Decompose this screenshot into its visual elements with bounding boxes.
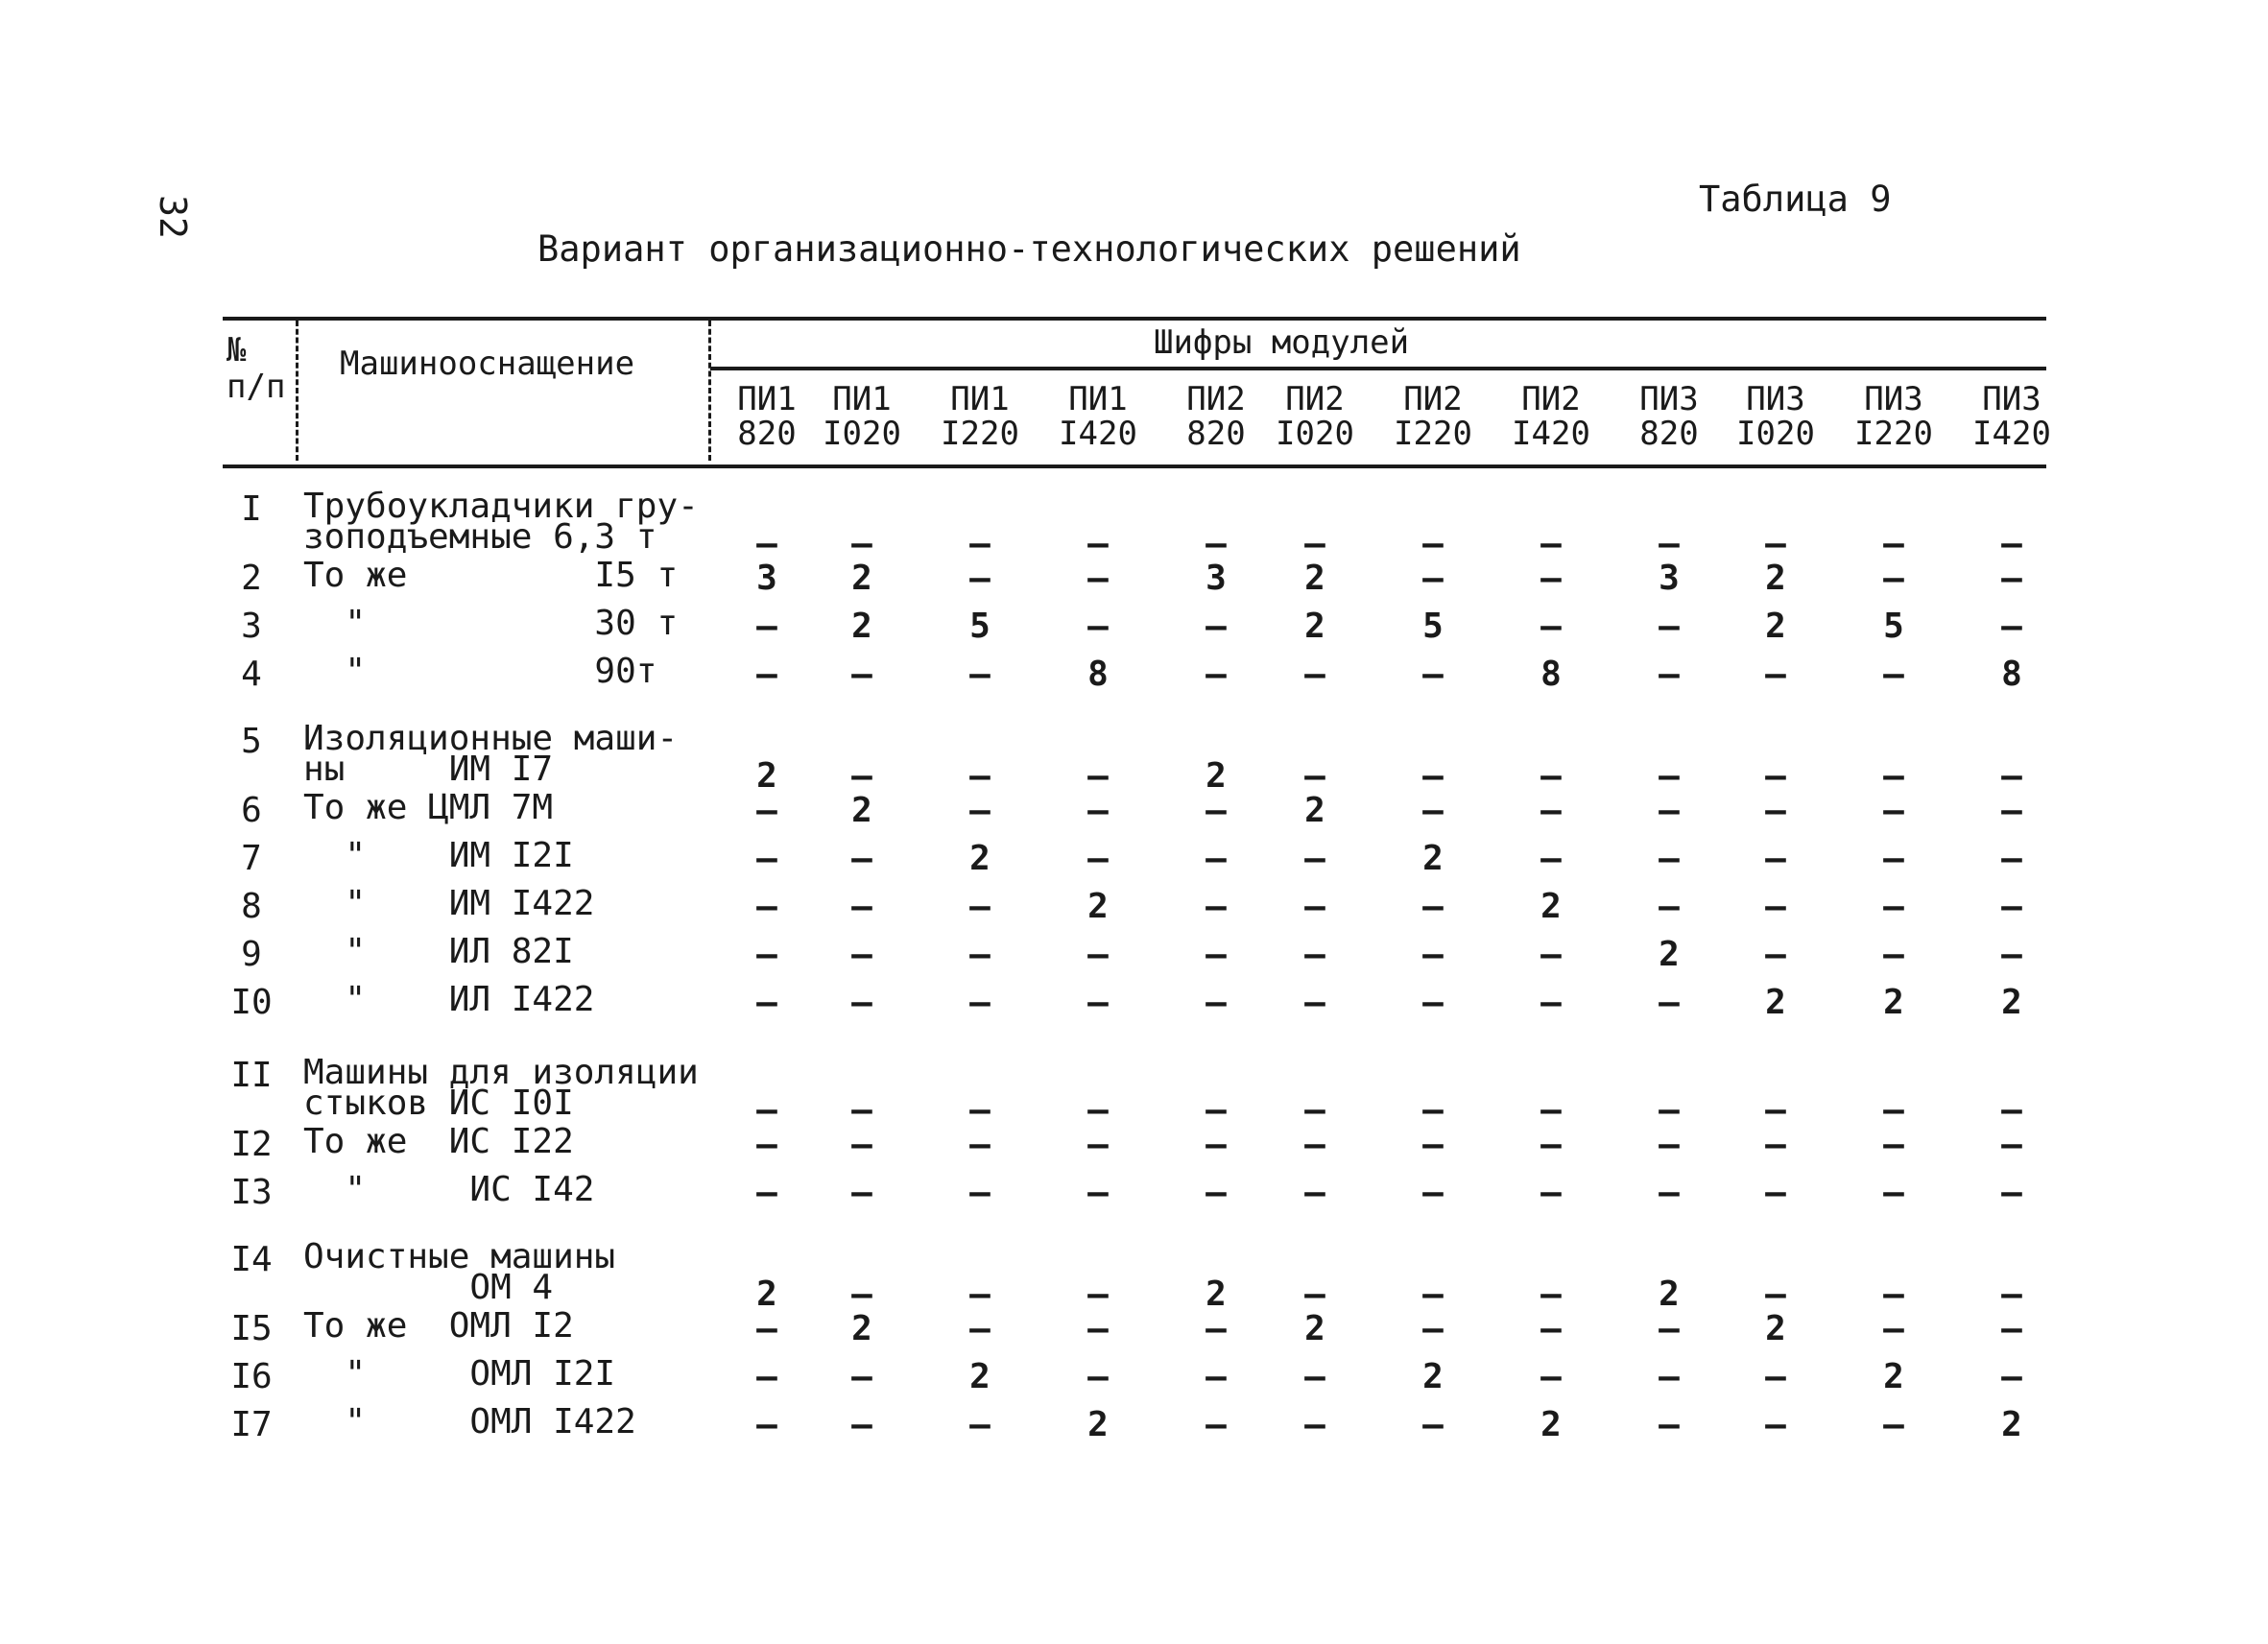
- table-cell: –: [1422, 756, 1444, 796]
- table-cell: –: [969, 1309, 991, 1348]
- module-code-header: ПИ1 I020: [823, 380, 901, 453]
- table-cell: 2: [756, 1275, 777, 1314]
- page-number: 32: [152, 195, 194, 239]
- row-number: I: [241, 489, 262, 529]
- equipment-name: " ИЛ I422: [303, 980, 595, 1019]
- table-cell: –: [1883, 1125, 1904, 1164]
- equipment-name: То же I5 т: [303, 556, 679, 595]
- table-cell: –: [756, 1090, 777, 1130]
- table-cell: 2: [851, 559, 872, 598]
- table-cell: 5: [1422, 607, 1444, 646]
- table-cell: –: [851, 756, 872, 796]
- table-cell: –: [1422, 524, 1444, 563]
- table-cell: –: [1540, 756, 1562, 796]
- table-cell: –: [851, 524, 872, 563]
- table-cell: –: [851, 1125, 872, 1164]
- table-cell: –: [1883, 791, 1904, 830]
- table-cell: –: [756, 1405, 777, 1444]
- table-cell: –: [1422, 655, 1444, 694]
- table-cell: –: [1206, 1090, 1227, 1130]
- table-cell: –: [1883, 524, 1904, 563]
- table-cell: –: [1765, 1173, 1786, 1212]
- table-top-rule: [223, 317, 2046, 321]
- table-cell: 3: [756, 559, 777, 598]
- table-cell: 3: [1206, 559, 1227, 598]
- table-cell: –: [756, 1357, 777, 1396]
- table-cell: –: [1206, 1309, 1227, 1348]
- table-cell: –: [1659, 1309, 1680, 1348]
- table-cell: –: [1883, 935, 1904, 974]
- table-cell: –: [1422, 1309, 1444, 1348]
- table-cell: –: [1540, 839, 1562, 878]
- equipment-name: " ИЛ 82I: [303, 932, 574, 971]
- table-cell: –: [969, 983, 991, 1022]
- table-cell: –: [1422, 559, 1444, 598]
- equipment-name: " 30 т: [303, 604, 679, 643]
- table-cell: –: [1883, 1090, 1904, 1130]
- header-num: № п/п: [227, 331, 286, 406]
- table-cell: –: [1206, 524, 1227, 563]
- table-cell: –: [1206, 1173, 1227, 1212]
- table-cell: –: [1304, 983, 1325, 1022]
- table-cell: –: [1206, 655, 1227, 694]
- table-cell: –: [1206, 1357, 1227, 1396]
- table-cell: –: [1304, 935, 1325, 974]
- table-cell: –: [1206, 1125, 1227, 1164]
- table-cell: 2: [969, 1357, 991, 1396]
- equipment-name: Машины для изоляции стыков ИС I0I: [303, 1053, 699, 1123]
- table-cell: 2: [1765, 607, 1786, 646]
- row-number: 8: [241, 887, 262, 926]
- table-cell: –: [1087, 1309, 1109, 1348]
- table-cell: –: [969, 935, 991, 974]
- table-cell: –: [1087, 791, 1109, 830]
- module-code-header: ПИ3 I020: [1736, 380, 1815, 453]
- table-cell: –: [1883, 756, 1904, 796]
- table-cell: –: [1659, 983, 1680, 1022]
- row-number: 3: [241, 607, 262, 646]
- module-code-header: ПИ2 I220: [1394, 380, 1472, 453]
- table-cell: –: [1883, 1309, 1904, 1348]
- table-cell: 8: [1540, 655, 1562, 694]
- module-code-header: ПИ3 I420: [1972, 380, 2051, 453]
- table-cell: –: [1659, 839, 1680, 878]
- table-cell: –: [1422, 791, 1444, 830]
- table-cell: 2: [2001, 1405, 2022, 1444]
- row-number: II: [230, 1056, 273, 1095]
- table-cell: –: [1304, 887, 1325, 926]
- table-cell: –: [1304, 1275, 1325, 1314]
- table-cell: –: [2001, 524, 2022, 563]
- table-cell: –: [851, 983, 872, 1022]
- table-cell: 2: [1659, 1275, 1680, 1314]
- table-cell: 2: [1765, 983, 1786, 1022]
- row-number: 4: [241, 655, 262, 694]
- table-cell: –: [1659, 887, 1680, 926]
- table-cell: –: [1422, 983, 1444, 1022]
- table-cell: –: [2001, 887, 2022, 926]
- row-number: I6: [230, 1357, 273, 1396]
- table-cell: 2: [1206, 1275, 1227, 1314]
- table-cell: –: [1659, 655, 1680, 694]
- table-cell: –: [1540, 1090, 1562, 1130]
- table-cell: –: [1659, 1405, 1680, 1444]
- table-cell: 2: [1422, 839, 1444, 878]
- table-cell: 2: [1540, 1405, 1562, 1444]
- table-cell: –: [1659, 1173, 1680, 1212]
- table-cell: –: [1087, 983, 1109, 1022]
- table-cell: –: [2001, 935, 2022, 974]
- table-cell: –: [1540, 1309, 1562, 1348]
- table-cell: –: [1540, 524, 1562, 563]
- table-cell: –: [2001, 1173, 2022, 1212]
- table-cell: –: [2001, 839, 2022, 878]
- table-cell: –: [1206, 839, 1227, 878]
- table-cell: –: [1422, 887, 1444, 926]
- row-number: 6: [241, 791, 262, 830]
- row-number: I7: [230, 1405, 273, 1444]
- table-cell: –: [1765, 1405, 1786, 1444]
- row-number: I4: [230, 1240, 273, 1279]
- table-cell: 8: [2001, 655, 2022, 694]
- table-cell: –: [969, 791, 991, 830]
- table-cell: –: [1087, 839, 1109, 878]
- table-cell: –: [1087, 1357, 1109, 1396]
- table-cell: –: [1206, 1405, 1227, 1444]
- table-cell: –: [1659, 1357, 1680, 1396]
- table-cell: –: [969, 1125, 991, 1164]
- table-cell: 2: [2001, 983, 2022, 1022]
- table-cell: –: [969, 1275, 991, 1314]
- table-cell: –: [1659, 1090, 1680, 1130]
- equipment-name: То же ОМЛ I2: [303, 1306, 574, 1346]
- table-cell: –: [1540, 559, 1562, 598]
- header-divider-1: [296, 321, 298, 461]
- row-number: I5: [230, 1309, 273, 1348]
- table-cell: –: [1540, 1125, 1562, 1164]
- table-cell: –: [1087, 524, 1109, 563]
- table-cell: –: [851, 655, 872, 694]
- table-cell: –: [1659, 756, 1680, 796]
- codes-group-rule: [710, 367, 2046, 370]
- module-code-header: ПИ2 I420: [1512, 380, 1590, 453]
- table-cell: –: [756, 887, 777, 926]
- table-cell: –: [1087, 559, 1109, 598]
- table-cell: –: [1304, 839, 1325, 878]
- table-cell: –: [1087, 756, 1109, 796]
- table-cell: –: [1304, 524, 1325, 563]
- table-cell: –: [1422, 1275, 1444, 1314]
- table-cell: –: [2001, 1309, 2022, 1348]
- table-cell: 2: [1422, 1357, 1444, 1396]
- equipment-name: Трубоукладчики гру- зоподъемные 6,3 т: [303, 487, 699, 557]
- table-cell: 8: [1087, 655, 1109, 694]
- equipment-name: " ИМ I422: [303, 884, 595, 923]
- equipment-name: " ИМ I2I: [303, 836, 574, 875]
- table-cell: –: [969, 655, 991, 694]
- table-cell: –: [851, 1173, 872, 1212]
- table-cell: –: [851, 887, 872, 926]
- data-table: [223, 307, 2051, 1459]
- table-cell: –: [1422, 935, 1444, 974]
- table-cell: –: [2001, 1357, 2022, 1396]
- table-cell: –: [1540, 1357, 1562, 1396]
- equipment-name: " ОМЛ I2I: [303, 1354, 616, 1394]
- table-cell: –: [1765, 839, 1786, 878]
- table-cell: –: [1540, 935, 1562, 974]
- table-cell: –: [2001, 791, 2022, 830]
- module-code-header: ПИ1 I220: [941, 380, 1019, 453]
- table-cell: 3: [1659, 559, 1680, 598]
- table-cell: –: [1883, 655, 1904, 694]
- equipment-name: То же ИС I22: [303, 1122, 574, 1161]
- table-cell: –: [969, 524, 991, 563]
- table-cell: –: [1206, 983, 1227, 1022]
- table-cell: –: [1765, 887, 1786, 926]
- table-cell: 5: [969, 607, 991, 646]
- table-cell: –: [1765, 1090, 1786, 1130]
- table-cell: –: [1304, 1405, 1325, 1444]
- table-cell: –: [1087, 935, 1109, 974]
- row-number: 2: [241, 559, 262, 598]
- equipment-name: " ИС I42: [303, 1170, 595, 1209]
- table-cell: –: [1883, 1405, 1904, 1444]
- table-cell: –: [1883, 1173, 1904, 1212]
- module-code-header: ПИ1 820: [737, 380, 797, 453]
- table-cell: –: [2001, 756, 2022, 796]
- row-number: 9: [241, 935, 262, 974]
- table-cell: –: [1304, 1357, 1325, 1396]
- page-title: Вариант организационно-технологических решений: [537, 228, 1521, 270]
- table-cell: 2: [1087, 887, 1109, 926]
- table-cell: –: [2001, 1125, 2022, 1164]
- header-bottom-rule: [223, 465, 2046, 468]
- row-number: I3: [230, 1173, 273, 1212]
- header-codes-group: Шифры модулей: [1154, 323, 1410, 362]
- table-cell: –: [1087, 1125, 1109, 1164]
- table-cell: –: [1304, 655, 1325, 694]
- table-cell: –: [1206, 607, 1227, 646]
- table-cell: –: [1206, 887, 1227, 926]
- table-cell: –: [1540, 791, 1562, 830]
- table-cell: –: [1765, 1125, 1786, 1164]
- table-cell: –: [756, 655, 777, 694]
- table-cell: –: [1659, 524, 1680, 563]
- row-number: I0: [230, 983, 273, 1022]
- table-cell: –: [1659, 607, 1680, 646]
- table-cell: –: [1087, 1173, 1109, 1212]
- table-cell: 2: [756, 756, 777, 796]
- equipment-name: " 90т: [303, 652, 657, 691]
- table-cell: –: [756, 1309, 777, 1348]
- table-cell: –: [1540, 983, 1562, 1022]
- table-cell: –: [756, 1125, 777, 1164]
- table-cell: –: [1540, 1275, 1562, 1314]
- table-cell: –: [1304, 1125, 1325, 1164]
- table-cell: –: [1422, 1173, 1444, 1212]
- equipment-name: " ОМЛ I422: [303, 1402, 636, 1441]
- module-code-header: ПИ3 820: [1639, 380, 1699, 453]
- table-cell: 2: [1087, 1405, 1109, 1444]
- table-cell: 2: [1659, 935, 1680, 974]
- module-code-header: ПИ3 I220: [1854, 380, 1933, 453]
- table-cell: 2: [1765, 1309, 1786, 1348]
- equipment-name: Очистные машины ОМ 4: [303, 1237, 616, 1307]
- module-code-header: ПИ2 I020: [1276, 380, 1354, 453]
- table-cell: –: [1087, 1090, 1109, 1130]
- table-cell: 2: [1540, 887, 1562, 926]
- table-cell: –: [2001, 607, 2022, 646]
- table-cell: 2: [1304, 1309, 1325, 1348]
- table-cell: –: [1422, 1405, 1444, 1444]
- table-cell: –: [1883, 1275, 1904, 1314]
- table-cell: 2: [1304, 607, 1325, 646]
- table-cell: –: [756, 1173, 777, 1212]
- equipment-name: Изоляционные маши- ны ИМ I7: [303, 719, 679, 789]
- table-cell: 2: [1883, 983, 1904, 1022]
- table-cell: –: [1765, 791, 1786, 830]
- table-cell: –: [851, 935, 872, 974]
- table-cell: 2: [969, 839, 991, 878]
- table-cell: –: [1422, 1090, 1444, 1130]
- table-cell: –: [1087, 1275, 1109, 1314]
- table-cell: –: [969, 887, 991, 926]
- table-cell: –: [1540, 607, 1562, 646]
- table-cell: –: [851, 1275, 872, 1314]
- row-number: 5: [241, 722, 262, 761]
- table-cell: –: [969, 1405, 991, 1444]
- table-cell: –: [2001, 1090, 2022, 1130]
- table-cell: –: [1304, 1173, 1325, 1212]
- table-cell: –: [756, 839, 777, 878]
- module-code-header: ПИ1 I420: [1059, 380, 1137, 453]
- table-cell: 2: [1206, 756, 1227, 796]
- table-cell: –: [2001, 559, 2022, 598]
- table-cell: –: [1765, 524, 1786, 563]
- module-code-header: ПИ2 820: [1186, 380, 1246, 453]
- table-cell: –: [969, 1090, 991, 1130]
- table-cell: –: [1765, 756, 1786, 796]
- table-cell: –: [756, 935, 777, 974]
- table-cell: –: [2001, 1275, 2022, 1314]
- table-cell: –: [851, 1357, 872, 1396]
- table-cell: 2: [1883, 1357, 1904, 1396]
- header-equipment: Машинооснащение: [340, 345, 635, 383]
- table-cell: –: [1883, 559, 1904, 598]
- table-cell: –: [1304, 756, 1325, 796]
- table-cell: 2: [851, 791, 872, 830]
- table-cell: –: [1087, 607, 1109, 646]
- table-cell: –: [969, 1173, 991, 1212]
- table-cell: –: [756, 791, 777, 830]
- table-cell: –: [756, 607, 777, 646]
- table-cell: –: [1659, 791, 1680, 830]
- table-cell: –: [756, 983, 777, 1022]
- equipment-name: То же ЦМЛ 7М: [303, 788, 554, 827]
- table-cell: –: [1765, 935, 1786, 974]
- table-cell: –: [969, 559, 991, 598]
- table-cell: –: [969, 756, 991, 796]
- table-cell: –: [851, 1090, 872, 1130]
- table-cell: –: [1765, 1357, 1786, 1396]
- row-number: 7: [241, 839, 262, 878]
- table-cell: –: [851, 1405, 872, 1444]
- table-cell: –: [1540, 1173, 1562, 1212]
- row-number: I2: [230, 1125, 273, 1164]
- table-cell: 2: [1304, 559, 1325, 598]
- table-cell: –: [756, 524, 777, 563]
- table-cell: –: [1304, 1090, 1325, 1130]
- table-cell: –: [1883, 839, 1904, 878]
- table-cell: 5: [1883, 607, 1904, 646]
- table-cell: –: [1765, 1275, 1786, 1314]
- table-cell: –: [1206, 935, 1227, 974]
- table-label: Таблица 9: [1699, 179, 1892, 220]
- table-cell: –: [851, 839, 872, 878]
- table-cell: –: [1883, 887, 1904, 926]
- table-cell: 2: [851, 607, 872, 646]
- table-cell: 2: [1765, 559, 1786, 598]
- table-cell: 2: [1304, 791, 1325, 830]
- table-cell: –: [1659, 1125, 1680, 1164]
- header-divider-2: [708, 321, 711, 461]
- table-cell: –: [1206, 791, 1227, 830]
- table-cell: –: [1765, 655, 1786, 694]
- table-cell: –: [1422, 1125, 1444, 1164]
- table-cell: 2: [851, 1309, 872, 1348]
